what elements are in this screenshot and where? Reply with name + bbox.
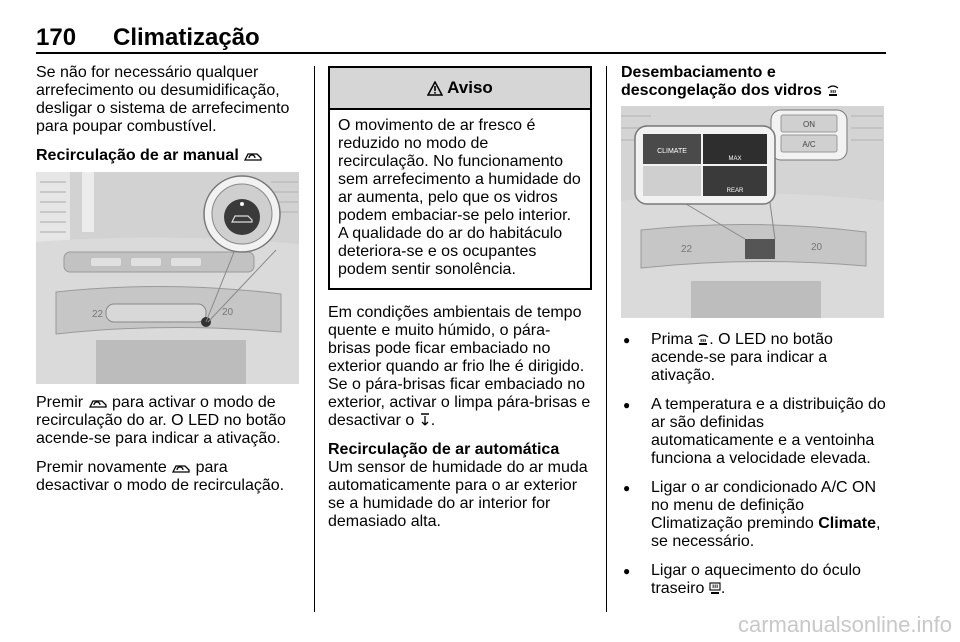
recirculation-activate-text: Premir para activar o modo de recirculação do ar. O LED no botão acende-se para indicar a ativação. <box>36 394 286 447</box>
windscreen-fog-text: Em condições ambientais de tempo quente e muito húmido, o pára-brisas pode ficar embaciado no exterior quando ar frio lhe é dirigido. Se o pára-brisas ficar embaciado no exterior, activar o limpa pára-brisas e desactivar o . <box>328 304 591 429</box>
column-divider <box>606 66 607 612</box>
section-heading-defrost: Desembaciamento e descongelação dos vidros <box>621 64 889 100</box>
recirculation-icon <box>88 397 108 409</box>
windscreen-direction-icon <box>419 412 431 427</box>
max-defrost-icon <box>826 83 840 97</box>
auto-recirculation-text: Um sensor de humidade do ar muda automaticamente para o ar exterior se a humidade do ar interior for demasiado alta. <box>328 459 588 530</box>
section-heading-auto-recirculation: Recirculação de ar automática <box>328 441 560 458</box>
defrost-button-illustration <box>621 106 884 318</box>
fig2-ac-label: A/C <box>802 140 816 149</box>
watermark: carmanualsonline.info <box>737 612 952 637</box>
warning-triangle-icon <box>427 81 443 96</box>
recirculation-icon <box>171 462 191 474</box>
warning-title: Aviso <box>447 78 493 97</box>
fig2-max-label: MAX <box>728 156 742 162</box>
column-divider <box>314 66 315 612</box>
warning-box <box>328 66 592 290</box>
section-heading-manual-recirculation: Recirculação de ar manual <box>36 147 302 165</box>
warning-header <box>330 68 590 110</box>
fig2-temp-right: 20 <box>811 242 823 253</box>
rear-window-heating-icon <box>709 581 721 595</box>
header-rule <box>36 52 886 54</box>
page-number: 170 <box>36 24 77 51</box>
fig1-temp-right: 20 <box>222 307 234 318</box>
column-2 <box>328 64 592 542</box>
fig2-temp-left: 22 <box>681 244 693 255</box>
recirculation-button-illustration <box>36 172 299 384</box>
defrost-steps <box>621 331 889 598</box>
intro-paragraph: Se não for necessário qualquer arrefecimento ou desumidificação, desligar o sistema de arrefecimento para poupar combustível. <box>36 64 290 135</box>
list-item: ● Ligar o ar condicionado A/C ON no menu de definição Climatização premindo Climate, se necessário. <box>621 479 889 551</box>
list-item: ● A temperatura e a distribuição do ar são definidas automaticamente e a ventoinha funciona a velocidade elevada. <box>621 396 889 468</box>
max-defrost-icon <box>697 332 709 346</box>
warning-text: O movimento de ar fresco é reduzido no modo de recirculação. No funcionamento sem arrefecimento a humidade do ar aumenta, pelo que os vidros podem embaciar-se pelo interior. A qualidade do ar do habitáculo deteriora-se e os ocupantes podem sentir sonolência. <box>338 117 581 278</box>
column-3 <box>621 64 889 609</box>
fig2-on-label: ON <box>803 120 815 129</box>
recirculation-icon <box>243 150 263 162</box>
page-title: Climatização <box>113 24 260 51</box>
fig2-rear-label: REAR <box>726 188 744 194</box>
list-item: ● Ligar o aquecimento do óculo traseiro . <box>621 562 889 598</box>
fig2-climate-label: CLIMATE <box>657 148 687 155</box>
list-item: ● Prima . O LED no botão acende-se para indicar a ativação. <box>621 331 889 385</box>
column-1 <box>36 64 302 506</box>
recirculation-deactivate-text: Premir novamente para desactivar o modo de recirculação. <box>36 459 285 494</box>
fig1-temp-left: 22 <box>92 309 104 320</box>
